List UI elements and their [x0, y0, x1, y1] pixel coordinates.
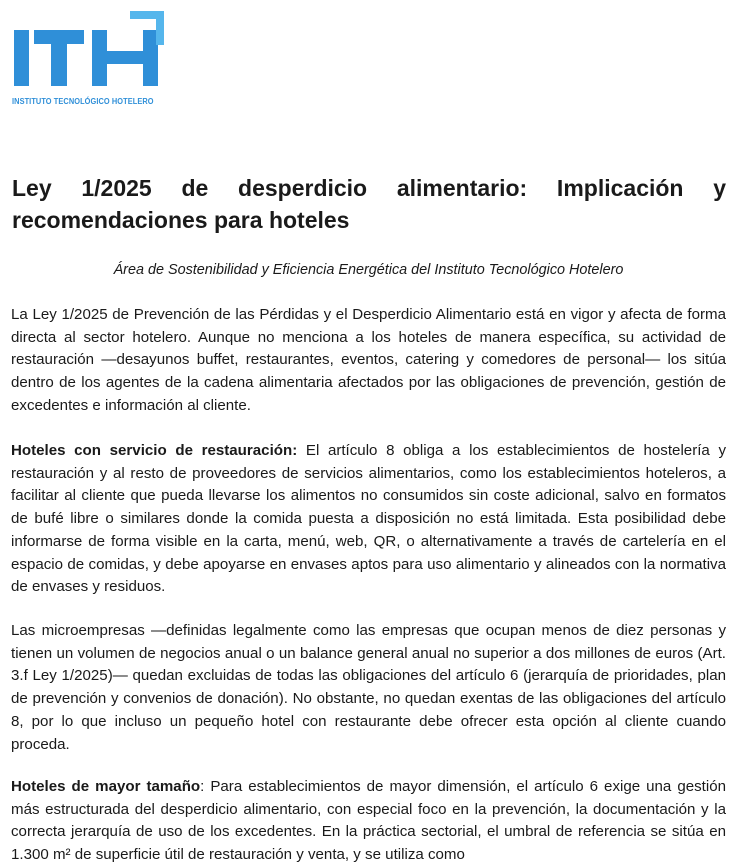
paragraph-large-hotels [11, 776, 726, 867]
paragraph-text: La Ley 1/2025 de Prevención de las Pérdidas y el Desperdicio Alimentario está en vigor y afecta de forma directa al sector hotelero. Aunque no menciona a los hoteles de manera específica, su actividad de restauración —desayunos buffet, restaurantes, eventos, catering y comedores de personal— los sitúa dentro de los agentes de la cadena alimentaria afectados por las obligaciones de prevención, gestión de excedentes e información al cliente. [11, 306, 726, 414]
paragraph-text: Las microempresas —definidas legalmente como las empresas que ocupan menos de diez personas y tienen un volumen de negocios anual o un balance general anual no superior a dos millones de euros (Art. 3.f Ley 1/2025)— quedan excluidas de todas las obligaciones del artículo 6 (jerarquía de prioridades, plan de prevención y convenios de donación). No obstante, no quedan exentas de las obligaciones del artículo 8, por lo que incluso un pequeño hotel con restaurante debe ofrecer esta opción al cliente cuando proceda. [11, 622, 726, 753]
paragraph-text: : Para establecimientos de mayor dimensión, el artículo 6 exige una gestión más estructurada del desperdicio alimentario, con especial foco en la prevención, la documentación y la correcta jerarquía de uso de los excedentes. En la práctica sectorial, el umbral de referencia se sitúa en 1.300 m² de superficie útil de restauración y venta, y se utiliza como [11, 778, 726, 864]
ith-logo-mark [12, 10, 172, 94]
paragraph-microenterprises [11, 620, 726, 756]
page-subtitle: Área de Sostenibilidad y Eficiencia Energética del Instituto Tecnológico Hotelero [113, 262, 624, 278]
page-title: Ley 1/2025 de desperdicio alimentario: Implicación y recomendaciones para hoteles [12, 175, 726, 233]
paragraph-lead-heading: Hoteles con servicio de restauración: [11, 442, 298, 459]
ith-logo [12, 10, 172, 110]
paragraph-hotels-restaurant [11, 440, 726, 599]
logo-caption: INSTITUTO TECNOLÓGICO HOTELERO [12, 96, 154, 106]
paragraph-lead-heading: Hoteles de mayor tamaño [11, 778, 201, 795]
paragraph-intro [11, 304, 726, 418]
paragraph-text: El artículo 8 obliga a los establecimientos de hostelería y restauración y al resto de proveedores de servicios alimentarios, como los establecimientos hoteleros, a facilitar al cliente que pueda llevarse los alimentos no consumidos sin coste adicional, salvo en formatos de bufé libre o similares donde la comida puesta a disposición no está limitada. Esta posibilidad debe informarse de forma visible en la carta, menú, web, QR, o alternativamente a través de cartelería en el espacio de comidas, y debe apoyarse en envases aptos para uso alimentario y alineados con la normativa de envases y residuos. [11, 442, 726, 596]
